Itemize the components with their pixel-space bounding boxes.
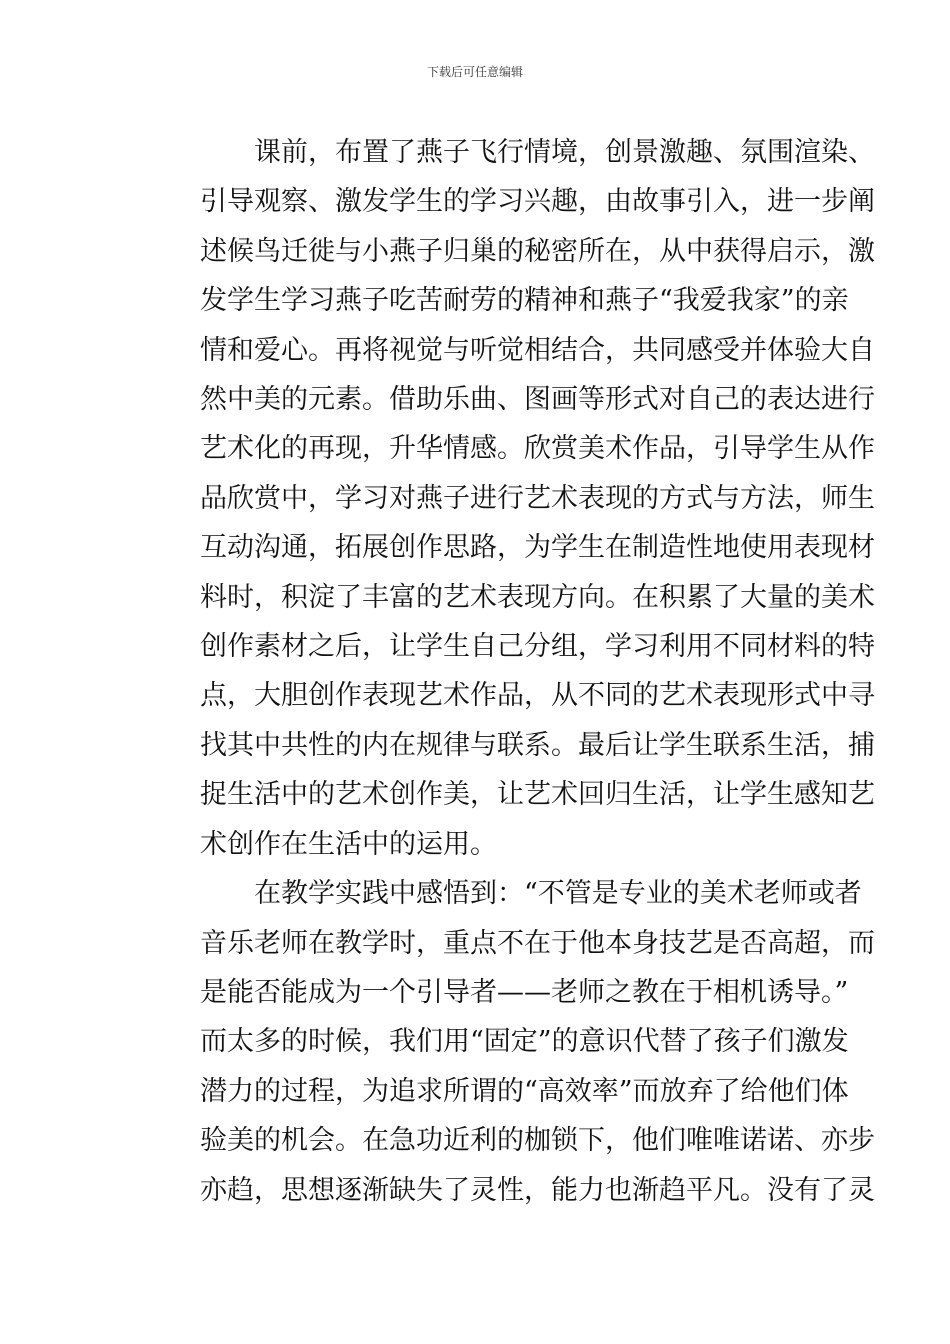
text-line: 述候鸟迁徙与小燕子归巢的秘密所在，从中获得启示，激 <box>200 235 875 267</box>
text-line: 而太多的时候，我们用“固定”的意识代替了孩子们激发 <box>200 1026 849 1058</box>
document-body <box>146 128 875 1215</box>
text-line: 术创作在生活中的运用。 <box>200 828 497 860</box>
text-line: 音乐老师在教学时，重点不在于他本身技艺是否高超，而 <box>200 927 875 959</box>
page-header: 下载后可任意编辑 <box>426 65 523 79</box>
text-line: 发学生学习燕子吃苦耐劳的精神和燕子“我爱我家”的亲 <box>200 285 849 317</box>
text-line: 是能否能成为一个引导者——老师之教在于相机诱导。” <box>200 976 849 1008</box>
text-line: 互动沟通，拓展创作思路，为学生在制造性地使用表现材 <box>200 532 875 564</box>
text-line: 品欣赏中，学习对燕子进行艺术表现的方式与方法，师生 <box>200 482 875 514</box>
text-line: 点，大胆创作表现艺术作品，从不同的艺术表现形式中寻 <box>200 680 875 712</box>
text-line: 创作素材之后，让学生自己分组，学习利用不同材料的特 <box>200 631 875 663</box>
text-line: 课前，布置了燕子飞行情境，创景激趣、氛围渲染、 <box>254 137 875 168</box>
text-line: 捉生活中的艺术创作美，让艺术回归生活，让学生感知艺 <box>200 779 875 811</box>
text-line: 艺术化的再现，升华情感。欣赏美术作品，引导学生从作 <box>200 433 875 465</box>
text-line: 亦趋，思想逐渐缺失了灵性，能力也渐趋平凡。没有了灵 <box>200 1174 875 1206</box>
text-line: 验美的机会。在急功近利的枷锁下，他们唯唯诺诺、亦步 <box>200 1125 875 1157</box>
text-line: 找其中共性的内在规律与联系。最后让学生联系生活，捕 <box>200 729 875 761</box>
text-line: 情和爱心。再将视觉与听觉相结合，共同感受并体验大自 <box>200 334 875 366</box>
paragraph-2 <box>146 869 875 1215</box>
text-line: 潜力的过程，为追求所谓的“高效率”而放弃了给他们体 <box>200 1075 849 1107</box>
text-line: 料时，积淀了丰富的艺术表现方向。在积累了大量的美术 <box>200 581 875 613</box>
paragraph-1 <box>146 128 875 869</box>
text-line: 在教学实践中感悟到：“不管是专业的美术老师或者 <box>254 878 862 910</box>
text-line: 然中美的元素。借助乐曲、图画等形式对自己的表达进行 <box>200 384 875 416</box>
text-line: 引导观察、激发学生的学习兴趣，由故事引入，进一步阐 <box>200 186 875 218</box>
